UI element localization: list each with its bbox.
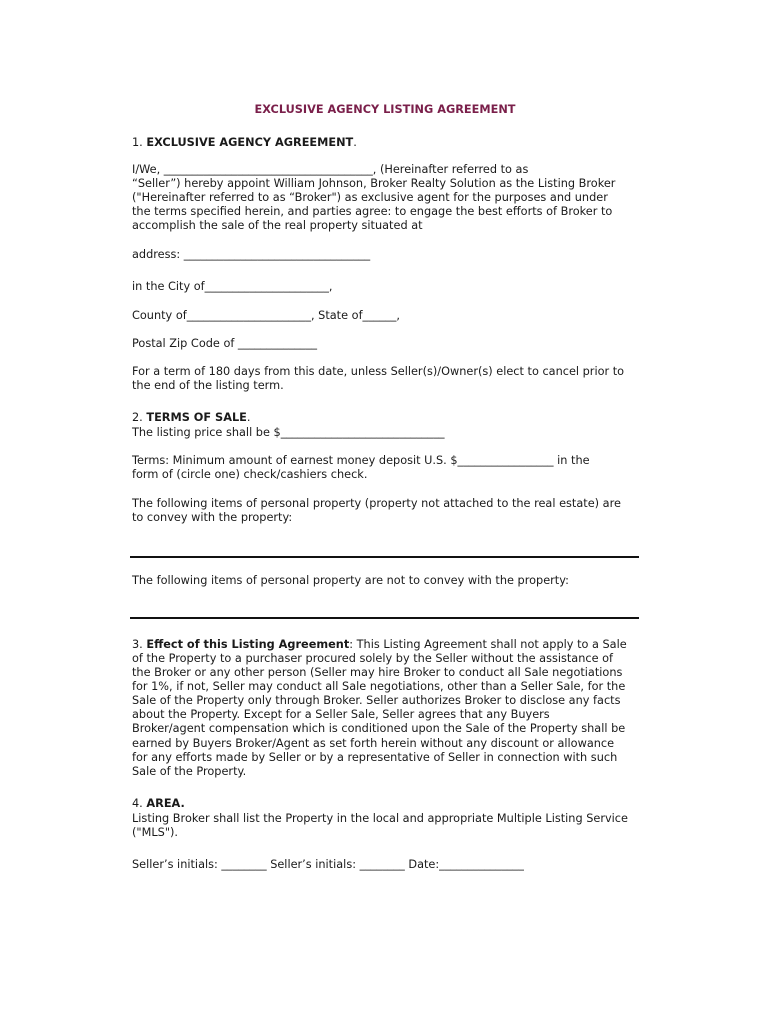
listing-price-field: The listing price shall be $_____________________________ (132, 426, 445, 439)
convey-items-line: The following items of personal property (property not attached to the real estate) are (132, 497, 621, 510)
section-1-heading (132, 136, 357, 150)
section-3-title: Effect of this Listing Agreement (146, 638, 350, 651)
listing-term-line: For a term of 180 days from this date, unless Seller(s)/Owner(s) elect to cancel prior to (132, 365, 625, 378)
section-3-line: Sale of the Property only through Broker. Seller authorizes Broker to disclose any facts (132, 694, 621, 707)
section-2-heading (132, 411, 250, 425)
zip-code-field: Postal Zip Code of ______________ (132, 337, 317, 350)
seller-name-line: I/We, _____________________________________, (Hereinafter referred to as (132, 163, 529, 176)
mls-listing-line: Listing Broker shall list the Property in the local and appropriate Multiple Listing Service (132, 812, 628, 825)
listing-term-end-line: the end of the listing term. (132, 379, 284, 392)
initials-date-line: Seller’s initials: ________ Seller’s initials: ________ Date:_______________ (132, 858, 524, 871)
property-situated-line: accomplish the sale of the real property situated at (132, 219, 423, 232)
section-2-title: TERMS OF SALE (146, 411, 247, 424)
not-convey-items-line: The following items of personal property are not to convey with the property: (132, 574, 569, 587)
payment-form-line: form of (circle one) check/cashiers check. (132, 468, 368, 481)
section-3-line: about the Property. Except for a Seller Sale, Seller agrees that any Buyers (132, 708, 550, 721)
section-2-number: 2. (132, 411, 147, 424)
section-3-line: the Broker or any other person (Seller may hire Broker to conduct all Sale negotiations (132, 666, 623, 679)
section-1-title: EXCLUSIVE AGENCY AGREEMENT (146, 136, 354, 149)
section-4-number: 4. (132, 797, 147, 810)
section-3-first-line: : This Listing Agreement shall not apply to a Sale (349, 638, 627, 651)
not-convey-items-blank-line (130, 617, 639, 619)
section-4-title: AREA. (146, 797, 185, 810)
section-3-line: of the Property to a purchaser procured solely by the Seller without the assistance of (132, 652, 614, 665)
section-3-line: Broker/agent compensation which is conditioned upon the Sale of the Property shall be (132, 722, 626, 735)
section-3-line: for any efforts made by Seller or by a representative of Seller in connection with such (132, 751, 618, 764)
mls-listing-end-line: ("MLS"). (132, 826, 179, 839)
section-3-number: 3. (132, 638, 147, 651)
terms-agreement-line: the terms specified herein, and parties agree: to engage the best efforts of Broker to (132, 205, 613, 218)
document-title: EXCLUSIVE AGENCY LISTING AGREEMENT (254, 103, 516, 116)
convey-items-end-line: to convey with the property: (132, 511, 293, 524)
section-1-period: . (353, 136, 357, 149)
section-3-heading (132, 638, 627, 652)
section-1-number: 1. (132, 136, 147, 149)
city-field: in the City of______________________, (132, 280, 333, 293)
address-field: address: _________________________________ (132, 248, 371, 261)
section-4-heading (132, 797, 185, 811)
appointment-line: “Seller”) hereby appoint William Johnson, Broker Realty Solution as the Listing Broker (132, 177, 616, 190)
section-3-line: for 1%, if not, Seller may conduct all Sale negotiations, other than a Seller Sale, for the (132, 680, 626, 693)
convey-items-blank-line (130, 556, 639, 558)
section-3-line: Sale of the Property. (132, 765, 247, 778)
earnest-money-line: Terms: Minimum amount of earnest money deposit U.S. $_________________ in the (132, 454, 590, 467)
section-2-period: . (246, 411, 251, 424)
section-3-line: earned by Buyers Broker/Agent as set forth herein without any discount or allowance (132, 737, 615, 750)
county-state-field: County of______________________, State of______, (132, 309, 401, 322)
broker-reference-line: ("Hereinafter referred to as “Broker") as exclusive agent for the purposes and under (132, 191, 608, 204)
